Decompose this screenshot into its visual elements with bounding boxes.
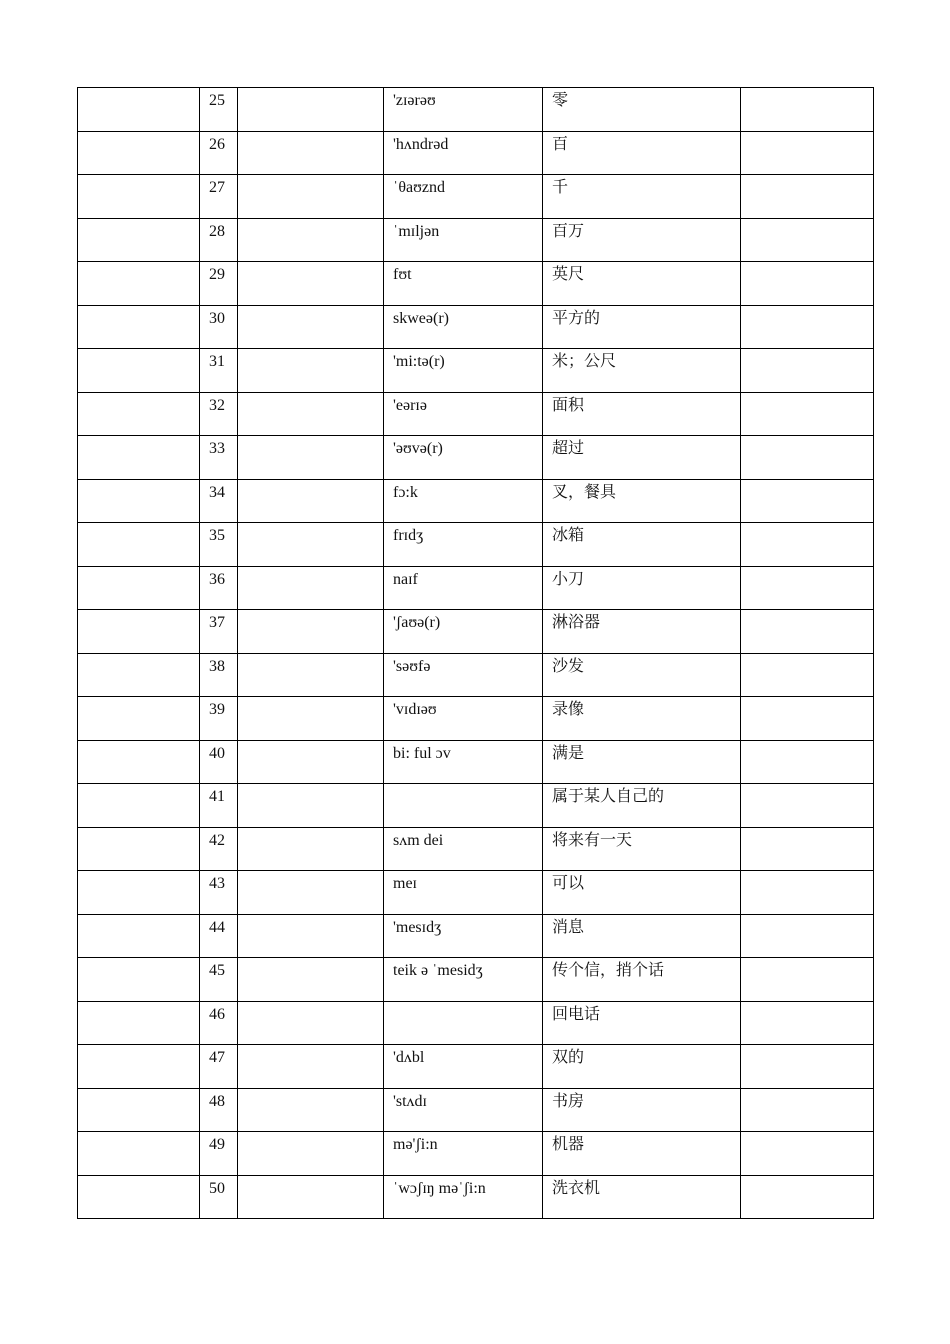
word-cell bbox=[238, 610, 384, 654]
note-cell bbox=[741, 958, 874, 1002]
note-cell bbox=[741, 740, 874, 784]
meaning-cell: 属于某人自己的 bbox=[543, 784, 741, 828]
word-cell bbox=[238, 523, 384, 567]
note-cell bbox=[741, 827, 874, 871]
blank-cell bbox=[78, 958, 200, 1002]
blank-cell bbox=[78, 653, 200, 697]
meaning-cell: 零 bbox=[543, 88, 741, 132]
meaning-cell: 英尺 bbox=[543, 262, 741, 306]
item-number: 44 bbox=[200, 914, 238, 958]
table-row bbox=[78, 653, 874, 697]
vocabulary-table-body bbox=[78, 88, 874, 1219]
table-row bbox=[78, 1175, 874, 1219]
note-cell bbox=[741, 1088, 874, 1132]
item-number: 27 bbox=[200, 175, 238, 219]
blank-cell bbox=[78, 175, 200, 219]
blank-cell bbox=[78, 218, 200, 262]
phonetic-cell: fɔ:k bbox=[384, 479, 543, 523]
blank-cell bbox=[78, 1088, 200, 1132]
phonetic-cell: ˈmɪljən bbox=[384, 218, 543, 262]
word-cell bbox=[238, 958, 384, 1002]
table-row bbox=[78, 392, 874, 436]
table-row bbox=[78, 479, 874, 523]
item-number: 49 bbox=[200, 1132, 238, 1176]
blank-cell bbox=[78, 914, 200, 958]
word-cell bbox=[238, 1132, 384, 1176]
meaning-cell: 双的 bbox=[543, 1045, 741, 1089]
note-cell bbox=[741, 88, 874, 132]
item-number: 38 bbox=[200, 653, 238, 697]
phonetic-cell: naɪf bbox=[384, 566, 543, 610]
meaning-cell: 面积 bbox=[543, 392, 741, 436]
note-cell bbox=[741, 566, 874, 610]
meaning-cell: 消息 bbox=[543, 914, 741, 958]
item-number: 32 bbox=[200, 392, 238, 436]
phonetic-cell: 'səʊfə bbox=[384, 653, 543, 697]
meaning-cell: 千 bbox=[543, 175, 741, 219]
item-number: 30 bbox=[200, 305, 238, 349]
meaning-cell: 录像 bbox=[543, 697, 741, 741]
item-number: 34 bbox=[200, 479, 238, 523]
phonetic-cell: sʌm dei bbox=[384, 827, 543, 871]
note-cell bbox=[741, 392, 874, 436]
phonetic-cell: fʊt bbox=[384, 262, 543, 306]
table-row bbox=[78, 784, 874, 828]
word-cell bbox=[238, 1045, 384, 1089]
word-cell bbox=[238, 827, 384, 871]
meaning-cell: 机器 bbox=[543, 1132, 741, 1176]
meaning-cell: 洗衣机 bbox=[543, 1175, 741, 1219]
word-cell bbox=[238, 305, 384, 349]
blank-cell bbox=[78, 88, 200, 132]
table-row bbox=[78, 958, 874, 1002]
meaning-cell: 回电话 bbox=[543, 1001, 741, 1045]
table-row bbox=[78, 871, 874, 915]
item-number: 29 bbox=[200, 262, 238, 306]
word-cell bbox=[238, 697, 384, 741]
word-cell bbox=[238, 175, 384, 219]
table-row bbox=[78, 827, 874, 871]
meaning-cell: 淋浴器 bbox=[543, 610, 741, 654]
item-number: 28 bbox=[200, 218, 238, 262]
meaning-cell: 沙发 bbox=[543, 653, 741, 697]
item-number: 50 bbox=[200, 1175, 238, 1219]
phonetic-cell bbox=[384, 1001, 543, 1045]
phonetic-cell: 'eərɪə bbox=[384, 392, 543, 436]
phonetic-cell: teik ə ˈmesidʒ bbox=[384, 958, 543, 1002]
blank-cell bbox=[78, 349, 200, 393]
blank-cell bbox=[78, 1001, 200, 1045]
note-cell bbox=[741, 610, 874, 654]
word-cell bbox=[238, 1175, 384, 1219]
table-row bbox=[78, 175, 874, 219]
note-cell bbox=[741, 1001, 874, 1045]
word-cell bbox=[238, 262, 384, 306]
item-number: 43 bbox=[200, 871, 238, 915]
item-number: 42 bbox=[200, 827, 238, 871]
meaning-cell: 平方的 bbox=[543, 305, 741, 349]
item-number: 37 bbox=[200, 610, 238, 654]
phonetic-cell: 'zɪərəʊ bbox=[384, 88, 543, 132]
note-cell bbox=[741, 914, 874, 958]
meaning-cell: 冰箱 bbox=[543, 523, 741, 567]
item-number: 41 bbox=[200, 784, 238, 828]
word-cell bbox=[238, 914, 384, 958]
blank-cell bbox=[78, 1132, 200, 1176]
word-cell bbox=[238, 88, 384, 132]
blank-cell bbox=[78, 871, 200, 915]
note-cell bbox=[741, 784, 874, 828]
word-cell bbox=[238, 740, 384, 784]
meaning-cell: 可以 bbox=[543, 871, 741, 915]
word-cell bbox=[238, 392, 384, 436]
phonetic-cell: 'ʃaʊə(r) bbox=[384, 610, 543, 654]
phonetic-cell: frɪdʒ bbox=[384, 523, 543, 567]
note-cell bbox=[741, 697, 874, 741]
phonetic-cell: 'vɪdɪəʊ bbox=[384, 697, 543, 741]
meaning-cell: 百 bbox=[543, 131, 741, 175]
note-cell bbox=[741, 131, 874, 175]
phonetic-cell: 'dʌbl bbox=[384, 1045, 543, 1089]
meaning-cell: 书房 bbox=[543, 1088, 741, 1132]
blank-cell bbox=[78, 262, 200, 306]
table-row bbox=[78, 131, 874, 175]
phonetic-cell: 'stʌdɪ bbox=[384, 1088, 543, 1132]
meaning-cell: 传个信，捎个话 bbox=[543, 958, 741, 1002]
table-row bbox=[78, 305, 874, 349]
table-row bbox=[78, 1045, 874, 1089]
note-cell bbox=[741, 523, 874, 567]
word-cell bbox=[238, 1001, 384, 1045]
meaning-cell: 超过 bbox=[543, 436, 741, 480]
table-row bbox=[78, 1088, 874, 1132]
blank-cell bbox=[78, 566, 200, 610]
note-cell bbox=[741, 653, 874, 697]
word-cell bbox=[238, 1088, 384, 1132]
item-number: 46 bbox=[200, 1001, 238, 1045]
table-row bbox=[78, 610, 874, 654]
table-row bbox=[78, 218, 874, 262]
note-cell bbox=[741, 218, 874, 262]
item-number: 40 bbox=[200, 740, 238, 784]
phonetic-cell: 'əʊvə(r) bbox=[384, 436, 543, 480]
word-cell bbox=[238, 784, 384, 828]
word-cell bbox=[238, 349, 384, 393]
note-cell bbox=[741, 1045, 874, 1089]
note-cell bbox=[741, 349, 874, 393]
meaning-cell: 叉，餐具 bbox=[543, 479, 741, 523]
vocabulary-table bbox=[77, 87, 874, 1219]
table-row bbox=[78, 740, 874, 784]
item-number: 31 bbox=[200, 349, 238, 393]
table-row bbox=[78, 697, 874, 741]
phonetic-cell: ˈθaʊznd bbox=[384, 175, 543, 219]
phonetic-cell: 'mi:tə(r) bbox=[384, 349, 543, 393]
item-number: 48 bbox=[200, 1088, 238, 1132]
word-cell bbox=[238, 653, 384, 697]
word-cell bbox=[238, 479, 384, 523]
phonetic-cell bbox=[384, 784, 543, 828]
blank-cell bbox=[78, 1045, 200, 1089]
item-number: 36 bbox=[200, 566, 238, 610]
item-number: 45 bbox=[200, 958, 238, 1002]
blank-cell bbox=[78, 392, 200, 436]
table-row bbox=[78, 262, 874, 306]
word-cell bbox=[238, 566, 384, 610]
blank-cell bbox=[78, 740, 200, 784]
table-row bbox=[78, 436, 874, 480]
note-cell bbox=[741, 305, 874, 349]
item-number: 47 bbox=[200, 1045, 238, 1089]
blank-cell bbox=[78, 436, 200, 480]
blank-cell bbox=[78, 697, 200, 741]
table-row bbox=[78, 566, 874, 610]
note-cell bbox=[741, 1132, 874, 1176]
blank-cell bbox=[78, 305, 200, 349]
word-cell bbox=[238, 436, 384, 480]
item-number: 39 bbox=[200, 697, 238, 741]
item-number: 25 bbox=[200, 88, 238, 132]
meaning-cell: 满是 bbox=[543, 740, 741, 784]
blank-cell bbox=[78, 1175, 200, 1219]
table-row bbox=[78, 914, 874, 958]
meaning-cell: 将来有一天 bbox=[543, 827, 741, 871]
blank-cell bbox=[78, 784, 200, 828]
blank-cell bbox=[78, 131, 200, 175]
table-row bbox=[78, 523, 874, 567]
table-row bbox=[78, 1132, 874, 1176]
meaning-cell: 百万 bbox=[543, 218, 741, 262]
phonetic-cell: 'hʌndrəd bbox=[384, 131, 543, 175]
item-number: 26 bbox=[200, 131, 238, 175]
meaning-cell: 小刀 bbox=[543, 566, 741, 610]
phonetic-cell: skweə(r) bbox=[384, 305, 543, 349]
blank-cell bbox=[78, 827, 200, 871]
phonetic-cell: meɪ bbox=[384, 871, 543, 915]
note-cell bbox=[741, 871, 874, 915]
note-cell bbox=[741, 262, 874, 306]
item-number: 33 bbox=[200, 436, 238, 480]
blank-cell bbox=[78, 523, 200, 567]
word-cell bbox=[238, 218, 384, 262]
word-cell bbox=[238, 131, 384, 175]
table-row bbox=[78, 88, 874, 132]
table-row bbox=[78, 1001, 874, 1045]
blank-cell bbox=[78, 479, 200, 523]
note-cell bbox=[741, 175, 874, 219]
note-cell bbox=[741, 436, 874, 480]
meaning-cell: 米；公尺 bbox=[543, 349, 741, 393]
note-cell bbox=[741, 479, 874, 523]
table-row bbox=[78, 349, 874, 393]
blank-cell bbox=[78, 610, 200, 654]
phonetic-cell: mə'ʃi:n bbox=[384, 1132, 543, 1176]
phonetic-cell: 'mesɪdʒ bbox=[384, 914, 543, 958]
word-cell bbox=[238, 871, 384, 915]
note-cell bbox=[741, 1175, 874, 1219]
phonetic-cell: bi: ful ɔv bbox=[384, 740, 543, 784]
item-number: 35 bbox=[200, 523, 238, 567]
phonetic-cell: ˈwɔʃɪŋ məˈʃi:n bbox=[384, 1175, 543, 1219]
